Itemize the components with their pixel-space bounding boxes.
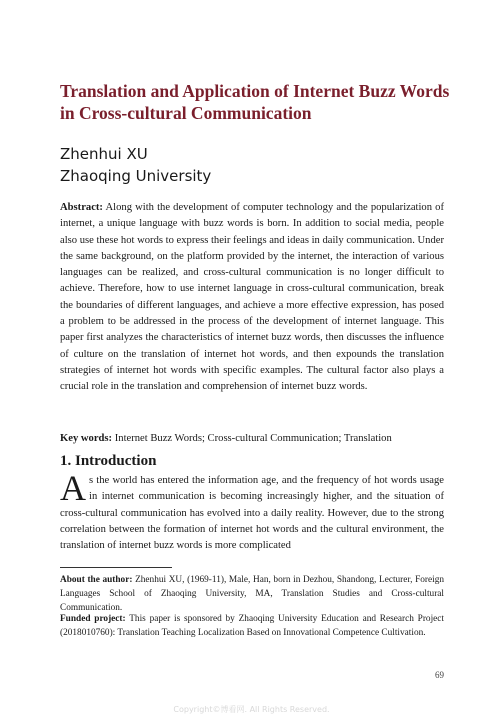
introduction-text: s the world has entered the information age, and the frequency of hot words usage in internet communication is becoming increasingly higher, and the situation of cross-cultural communication has evolved into a daily reality. However, due to the strong correlation between the formation of internet hot words and the cultural environment, the translation of internet buzz words is more complicated (60, 475, 444, 552)
page-number: 69 (435, 670, 444, 680)
abstract (60, 200, 444, 396)
drop-cap: A (60, 468, 86, 508)
footnote-divider (60, 567, 172, 568)
footnote-funding-label: Funded project: (60, 614, 126, 624)
paper-title: Translation and Application of Internet Buzz Words in Cross-cultural Communication (60, 81, 450, 123)
footnote-funding (60, 613, 444, 641)
keywords (60, 431, 444, 446)
abstract-text: Along with the development of computer technology and the popularization of internet, a unique language with buzz words is born. In addition to social media, people also use these hot words to express their feelings and ideas in daily communication. Under the same background, on the platform provided by the internet, the interaction of various languages can be realized, and cross-cultural communication is no longer difficult to achieve. Therefore, how to use internet language in cross-cultural communication, break the boundaries of different languages, and achieve a more effective expression, has posed a problem to be addressed in the process of the development of internet language. This paper first analyzes the characteristics of internet buzz words, then discusses the influence of culture on the translation of internet hot words, and then expounds the translation strategies of internet hot words with specific examples. The cultural factor also plays a crucial role in the translation and comprehension of internet buzz words. (60, 202, 444, 393)
author-name: Zhenhui XU (60, 145, 148, 163)
introduction-paragraph (60, 468, 444, 554)
footnote-author-label: About the author: (60, 575, 133, 585)
footnote-funding-text: This paper is sponsored by Zhaoqing University Education and Research Project (2018010760): Translation Teaching Localization Based on Innovational Competence Cultivation. (60, 614, 445, 638)
keywords-text: Internet Buzz Words; Cross-cultural Communication; Translation (114, 433, 392, 444)
abstract-label: Abstract: (60, 202, 103, 213)
footnote-author (60, 574, 444, 615)
keywords-label: Key words: (60, 433, 113, 444)
author-affiliation: Zhaoqing University (60, 167, 212, 185)
section-heading: 1. Introduction (60, 453, 157, 469)
copyright-watermark: Copyright©博看网. All Rights Reserved. (173, 705, 330, 714)
footnote-author-text: Zhenhui XU, (1969-11), Male, Han, born in Dezhou, Shandong, Lecturer, Foreign Languages School of Zhaoqing University, MA, Translation Studies and Cross-cultural Communication. (60, 575, 445, 613)
